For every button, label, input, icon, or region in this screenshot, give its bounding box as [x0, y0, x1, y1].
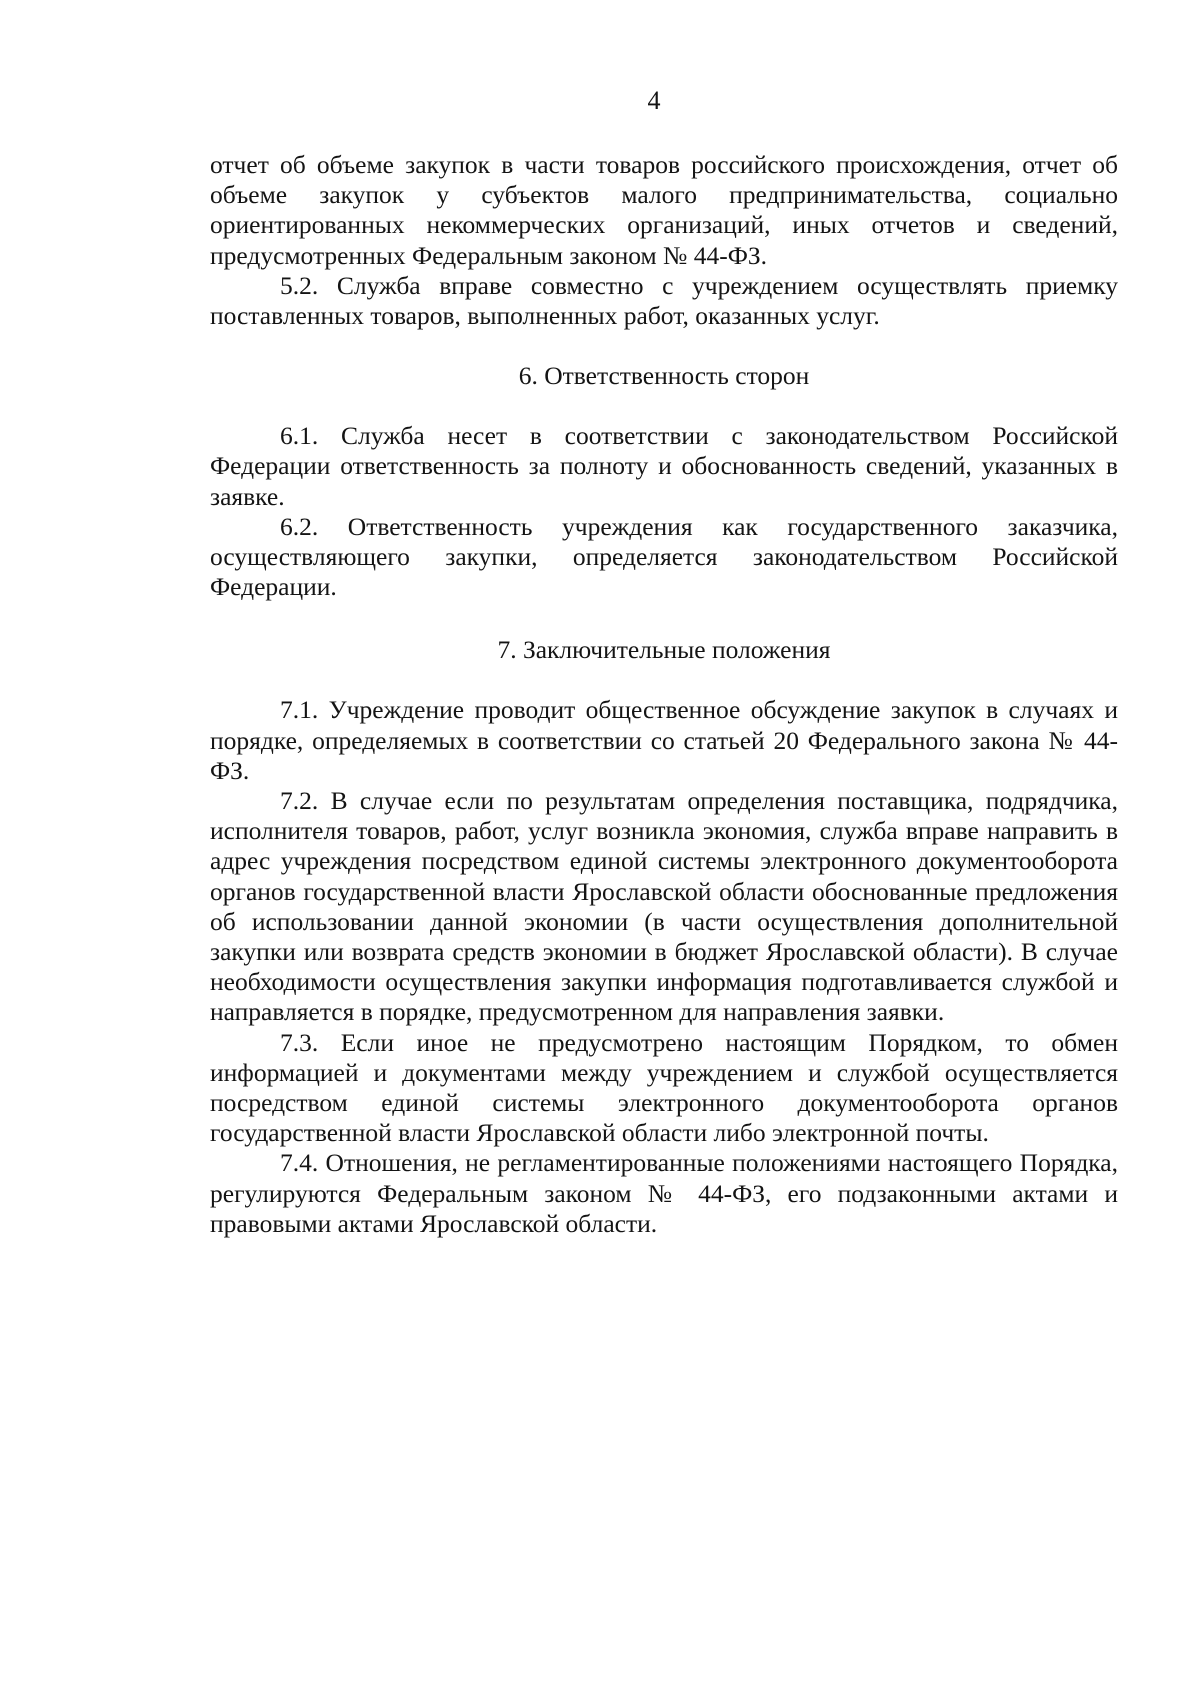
page-number: 4: [647, 86, 661, 115]
paragraph-continuation: отчет об объеме закупок в части товаров российского происхождения, отчет об объеме закупок у субъектов малого предпринимательства, социально ориентированных некоммерческих организаций, иных отчетов и сведений, предусмотренных Федеральным законом № 44-ФЗ.: [210, 150, 1118, 270]
paragraph-6-2: 6.2. Ответственность учреждения как государственного заказчика, осуществляющего закупки, определяется законодательством Российской Федерации.: [210, 511, 1118, 602]
paragraph-7-2: 7.2. В случае если по результатам определения поставщика, подрядчика, исполнителя товаров, работ, услуг возникла экономия, служба вправе направить в адрес учреждения посредством единой системы электронного документооборота органов государственной власти Ярославской области обоснованные предложения об использовании данной экономии (в части осуществления дополнительной закупки или возврата средств экономии в бюджет Ярославской области). В случае необходимости осуществления закупки информация подготавливается службой и направляется в порядке, предусмотренном для направления заявки.: [210, 786, 1118, 1027]
paragraph-5-2: 5.2. Служба вправе совместно с учреждением осуществлять приемку поставленных товаров, выполненных работ, оказанных услуг.: [210, 270, 1118, 331]
section-heading-6: 6. Ответственность сторон: [518, 361, 810, 391]
paragraph-7-4: 7.4. Отношения, не регламентированные положениями настоящего Порядка, регулируются Федеральным законом № 44-ФЗ, его подзаконными актами и правовыми актами Ярославской области.: [210, 1148, 1118, 1238]
section-heading-7: 7. Заключительные положения: [497, 635, 831, 665]
paragraph-6-1: 6.1. Служба несет в соответствии с законодательством Российской Федерации ответственность за полноту и обоснованность сведений, указанных в заявке.: [210, 421, 1118, 511]
paragraph-7-1: 7.1. Учреждение проводит общественное обсуждение закупок в случаях и порядке, определяемых в соответствии со статьей 20 Федерального закона № 44-ФЗ.: [210, 695, 1118, 785]
paragraph-7-3: 7.3. Если иное не предусмотрено настоящим Порядком, то обмен информацией и документами между учреждением и службой осуществляется посредством единой системы электронного документооборота органов государственной власти Ярославской области либо электронной почты.: [210, 1027, 1118, 1148]
document-body: [210, 150, 1118, 1239]
